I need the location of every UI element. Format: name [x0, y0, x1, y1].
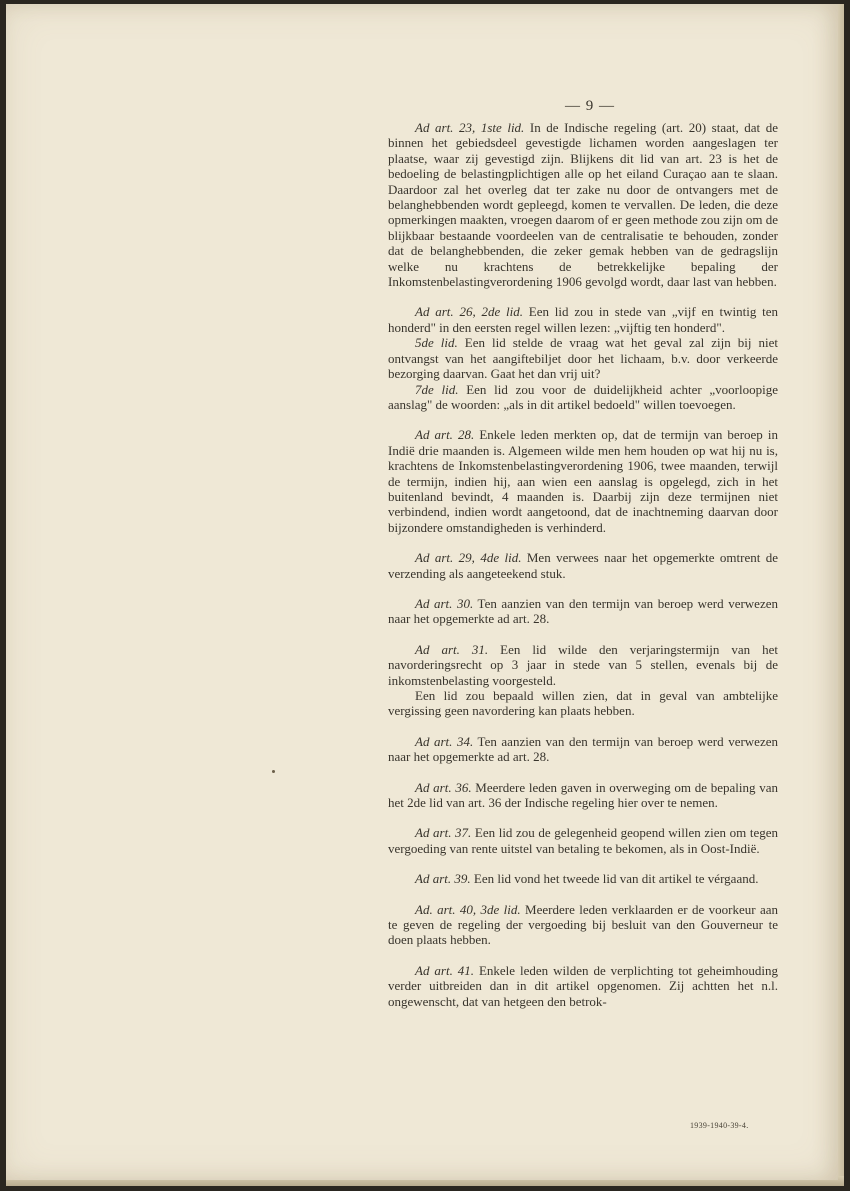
paragraph-art-28 — [388, 427, 778, 535]
article-ref: 5de lid. — [415, 335, 458, 351]
paragraph-art-29 — [388, 550, 778, 581]
paragraph-art-30 — [388, 596, 778, 627]
paragraph-art-34 — [388, 734, 778, 765]
article-ref: Ad. art. 40, 3de lid. — [415, 901, 521, 917]
page-number: — 9 — — [565, 98, 615, 114]
paragraph-art-36 — [388, 780, 778, 811]
article-ref: Ad art. 23, 1ste lid. — [415, 120, 525, 135]
article-ref: Ad art. 29, 4de lid. — [415, 550, 522, 566]
article-ref: Ad art. 34. — [415, 733, 474, 749]
paragraph-text: Een lid zou voor de duidelijkheid achter „voorloopige aanslag" de woorden: „als in dit artikel bedoeld" willen toevoegen. — [388, 381, 778, 412]
paragraph-art-31-continued — [388, 688, 778, 719]
paragraph-text: Enkele leden merkten op, dat de termijn van beroep in Indië drie maanden is. Algemeen wilde men hem houden op wat hij nu is, krachtens de Inkomstenbelastingverordening 1906, twee maanden, terwijl de termijn, indien hij, aan wien een aanslag is opgelegd, zich in het buitenland bevindt, 4 maanden is. Daarbij zijn deze termijnen niet verbindend, indien wordt aangetoond, dat de inachtneming daarvan door bijzondere omstandigheden is verhinderd. — [388, 427, 778, 535]
paragraph-art-26-lid-7 — [388, 382, 778, 413]
print-code: 1939-1940-39-4. — [690, 1121, 749, 1130]
article-ref: Ad art. 31. — [415, 641, 489, 657]
article-ref: 7de lid. — [415, 381, 459, 397]
paragraph-text: Meerdere leden gaven in overweging om de bepaling van het 2de lid van art. 36 der Indische regeling hier over te nemen. — [388, 779, 778, 811]
article-ref: Ad art. 41. — [415, 962, 475, 978]
paragraph-art-39 — [388, 871, 778, 886]
paragraph-text: Een lid vond het tweede lid van dit artikel te vérgaand. — [470, 871, 759, 887]
paragraph-art-26-lid-5 — [388, 335, 778, 381]
paragraph-text: Een lid zou in stede van „vijf en twintig ten honderd" in den eersten regel willen lezen: „vijftig ten honderd". — [388, 304, 779, 335]
article-ref: Ad art. 28. — [415, 427, 475, 443]
article-ref: Ad art. 37. — [415, 825, 472, 841]
paragraph-art-37 — [388, 825, 778, 856]
paragraph-art-23 — [388, 120, 778, 289]
paragraph-text: Een lid zou de gelegenheid geopend willen zien om tegen vergoeding van rente uitstel van betaling te bekomen, als in Oost-Indië. — [388, 825, 778, 856]
paragraph-text: Een lid wilde den verjaringstermijn van het navorderingsrecht op 3 jaar in stede van 5 stellen, evenals bij de inkomstenbelasting voorgesteld. — [388, 641, 778, 688]
article-ref: Ad art. 36. — [415, 779, 472, 795]
paragraph-text: Men verwees naar het opgemerkte omtrent de verzending als aangeteekend stuk. — [388, 550, 779, 581]
paragraph-text: Meerdere leden verklaarden er de voorkeur aan te geven de regeling der vergoeding bij besluit van den Gouverneur te doen plaats hebben. — [388, 901, 778, 948]
paragraph-text: Enkele leden wilden de verplichting tot geheimhouding verder uitbreiden dan in dit artikel opgenomen. Zij achtten het n.l. ongewenscht, dat van hetgeen den betrok- — [388, 962, 778, 1009]
article-ref: Ad art. 30. — [415, 595, 474, 611]
paragraph-text: Een lid zou bepaald willen zien, dat in geval van ambtelijke vergissing geen navordering kan plaats hebben. — [388, 688, 778, 719]
article-ref: Ad art. 26, 2de lid. — [415, 304, 524, 320]
article-ref: Ad art. 39. — [415, 871, 471, 887]
page-body — [388, 120, 778, 1009]
paper-speck — [272, 770, 275, 773]
paragraph-text: Ten aanzien van den termijn van beroep werd verwezen naar het opgemerkte ad art. 28. — [388, 595, 778, 627]
paragraph-text: Ten aanzien van den termijn van beroep werd verwezen naar het opgemerkte ad art. 28. — [388, 733, 778, 765]
paragraph-art-26 — [388, 304, 778, 335]
paragraph-text: In de Indische regeling (art. 20) staat, dat de binnen het gebiedsdeel gevestigde lichamen worden aangeslagen ter plaatse, waar zij gevestigd zijn. Blijkens dit lid van art. 23 is het de bedoeling de belastingplichtigen alle op het eiland Curaçao aan te slaan. Daardoor zal het overleg dat ter zake nu door de ontvangers met de belanghebbenden wordt gepleegd, komen te vervallen. De leden, die deze opmerkingen maakten, vroegen daarom of er geen methode zou zijn om de blijkbaar bestaande voordeelen van de centralisatie te behouden, zonder dat de belanghebbenden, die zeker gemak hebben van de gedragslijn welke nu krachtens de betrekkelijke bepaling der Inkomstenbelastingverordening 1906 gevolgd wordt, daar last van hebben. — [388, 120, 779, 290]
paragraph-art-40 — [388, 902, 778, 948]
paragraph-art-41 — [388, 963, 778, 1009]
paragraph-text: Een lid stelde de vraag wat het geval zal zijn bij niet ontvangst van het aangiftebiljet door het lichaam, b.v. door verkeerde bezorging daarvan. Gaat het dan vrij uit? — [388, 335, 778, 382]
paragraph-art-31 — [388, 642, 778, 688]
